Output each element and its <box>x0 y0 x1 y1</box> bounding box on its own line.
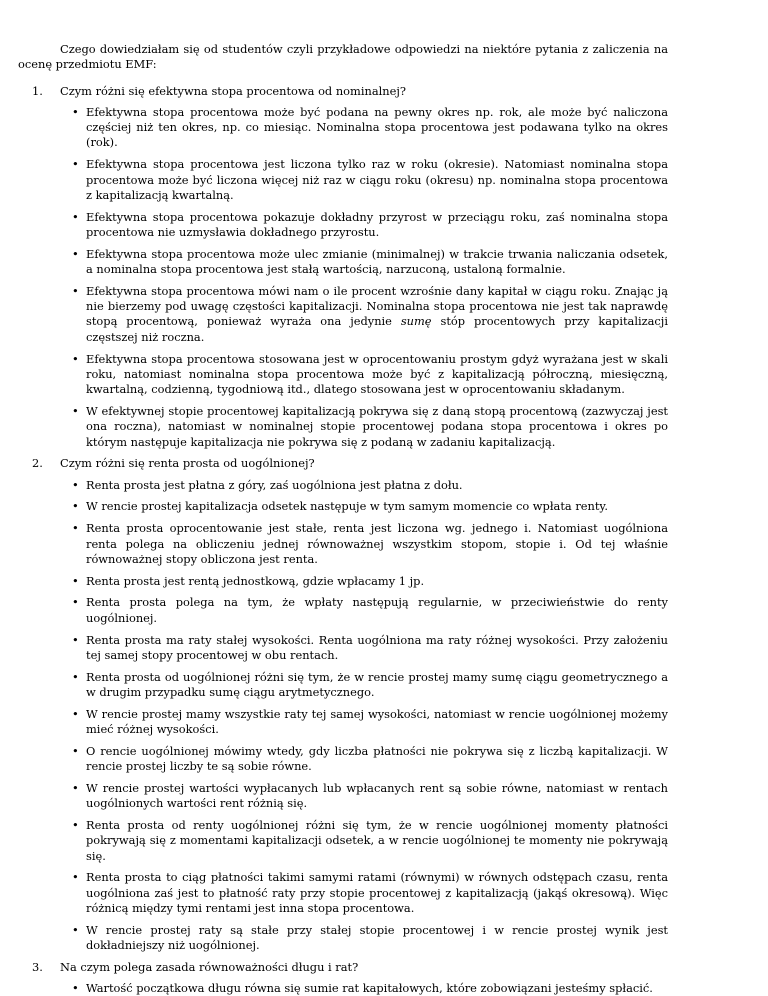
question-item <box>18 84 668 450</box>
answer-item: • Renta prosta od renty uogólnionej różni się tym, że w rencie uogólnionej momenty płatności pokrywają się z momentami kapitalizacji odsetek, a w rencie uogólnionej te momenty nie pokrywają się. <box>60 818 668 864</box>
question-text: Na czym polega zasada równoważności długu i rat? <box>60 959 359 974</box>
answer-item: • Renta prosta jest płatna z góry, zaś uogólniona jest płatna z dołu. <box>60 478 668 493</box>
question-item <box>18 960 668 996</box>
intro-paragraph: Czego dowiedziałam się od studentów czyli przykładowe odpowiedzi na niektóre pytania z zaliczenia na ocenę przedmiotu EMF: <box>18 42 668 72</box>
answer-item: • Efektywna stopa procentowa stosowana jest w oprocentowaniu prostym gdyż wyrażana jest w skali roku, natomiast nominalna stopa procentowa może być z kapitalizacją półroczną, miesięczną, kwartalną, codzienną, tygodniową itd., dlatego stosowana jest w oprocentowaniu składanym. <box>60 352 668 398</box>
answer-item: • O rencie uogólnionej mówimy wtedy, gdy liczba płatności nie pokrywa się z liczbą kapitalizacji. W rencie prostej liczby te są sobie równe. <box>60 744 668 775</box>
answer-text: Efektywna stopa procentowa mówi nam o ile procent wzrośnie dany kapitał w ciągu roku. Znając ją nie bierzemy pod uwagę częstości kapitalizacji. Nominalna stopa procentowa nie jest tak naprawdę stopą procentową, ponieważ wyraża ona jedynie <box>86 283 668 329</box>
answer-item: • Renta prosta polega na tym, że wpłaty następują regularnie, w przeciwieństwie do renty uogólnionej. <box>60 595 668 626</box>
answer-item: • Renta prosta ma raty stałej wysokości. Renta uogólniona ma raty różnej wysokości. Przy założeniu tej samej stopy procentowej w obu rentach. <box>60 633 668 664</box>
answer-item: • Wartość początkowa długu równa się sumie rat kapitałowych, które zobowiązani jesteśmy spłacić. <box>60 981 668 996</box>
answer-text: stóp procentowych przy kapitalizacji częstszej niż roczna. <box>86 314 668 344</box>
answer-item: • Efektywna stopa procentowa pokazuje dokładny przyrost w przeciągu roku, zaś nominalna stopa procentowa nie uzmysławia dokładnego przyrostu. <box>60 210 668 241</box>
answer-item: • Efektywna stopa procentowa jest liczona tylko raz w roku (okresie). Natomiast nominalna stopa procentowa może być liczona więcej niż raz w ciągu roku (okresu) np. nominalna stopa procentowa z kapitalizacją kwartalną. <box>60 157 668 203</box>
answer-item: • Efektywna stopa procentowa może być podana na pewny okres np. rok, ale może być naliczona częściej niż ten okres, np. co miesiąc. Nominalna stopa procentowa jest podawana tylko na okres (rok). <box>60 105 668 151</box>
answer-item: • Renta prosta jest rentą jednostkową, gdzie wpłacamy 1 jp. <box>60 574 668 589</box>
answer-item: • W rencie prostej kapitalizacja odsetek następuje w tym samym momencie co wpłata renty. <box>60 499 668 514</box>
answer-item: • Renta prosta oprocentowanie jest stałe, renta jest liczona wg. jednego i. Natomiast uogólniona renta polega na obliczeniu jednej równoważnej wszystkim stopom, stopie i. Od tej właśnie równoważnej stopy obliczona jest renta. <box>60 521 668 567</box>
answer-list <box>60 478 668 954</box>
question-number: 2. <box>32 456 43 471</box>
question-text: Czym różni się renta prosta od uogólnionej? <box>60 456 315 471</box>
answer-item: • W efektywnej stopie procentowej kapitalizacją pokrywa się z daną stopą procentową (zazwyczaj jest ona roczna), natomiast w nominalnej stopie procentowej podana stopa procentowa i okres po którym następuje kapitalizacja nie pokrywa się z podaną w zadaniu kapitalizacją. <box>60 404 668 450</box>
answer-item: • Renta prosta to ciąg płatności takimi samymi ratami (równymi) w równych odstępach czasu, renta uogólniona zaś jest to płatność raty przy stopie procentowej z kapitalizacją (jakąś okresową). Więc różnicą między tymi rentami jest inna stopa procentowa. <box>60 870 668 916</box>
question-list <box>18 84 668 996</box>
question-number: 3. <box>32 959 43 974</box>
answer-item: • W rencie prostej raty są stałe przy stałej stopie procentowej i w rencie prostej wynik jest dokładniejszy niż uogólnionej. <box>60 923 668 954</box>
answer-item: • W rencie prostej mamy wszystkie raty tej samej wysokości, natomiast w rencie uogólnionej możemy mieć różnej wysokości. <box>60 707 668 738</box>
answer-item: • W rencie prostej wartości wypłacanych lub wpłacanych rent są sobie równe, natomiast w rentach uogólnionych wartości rent różnią się. <box>60 781 668 812</box>
answer-item: • Efektywna stopa procentowa może ulec zmianie (minimalnej) w trakcie trwania naliczania odsetek, a nominalna stopa procentowa jest stałą wartością, narzuconą, ustaloną formalnie. <box>60 247 668 278</box>
answer-list <box>60 105 668 450</box>
question-text: Czym różni się efektywna stopa procentowa od nominalnej? <box>60 83 406 98</box>
question-number: 1. <box>32 83 43 98</box>
question-item <box>18 456 668 953</box>
answer-item: • Renta prosta od uogólnionej różni się tym, że w rencie prostej mamy sumę ciągu geometrycznego a w drugim przypadku sumę ciągu arytmetycznego. <box>60 670 668 701</box>
emphasized-word: sumę <box>400 314 432 329</box>
answer-item <box>60 284 668 345</box>
